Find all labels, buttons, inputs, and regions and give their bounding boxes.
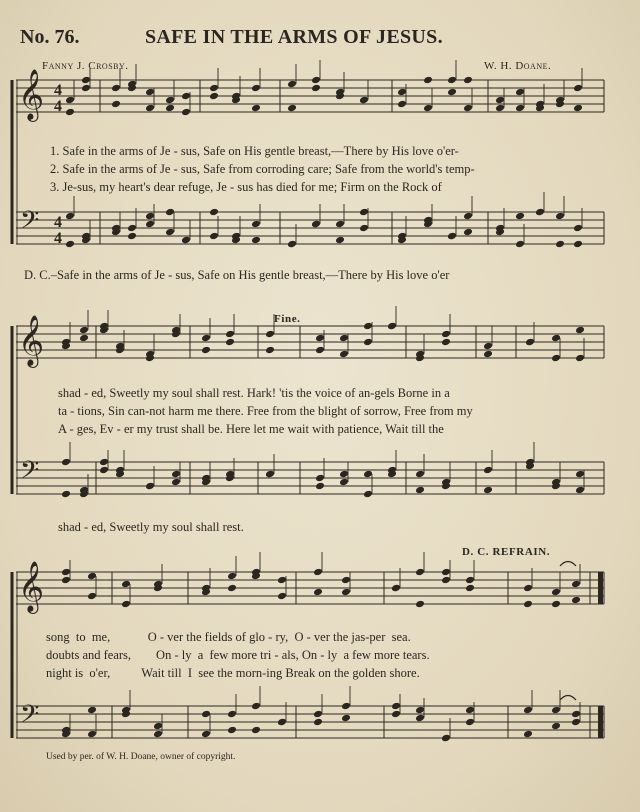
system-3-treble-note <box>277 576 287 585</box>
system-3-bass-note <box>415 706 425 715</box>
system-3-bass-note <box>87 706 97 715</box>
system-2-treble-note <box>79 334 89 343</box>
system-3-treble-note <box>227 584 237 593</box>
system-2-bass-note <box>145 482 155 491</box>
system-1-treble-note <box>181 108 191 117</box>
system-3-bass-note <box>251 702 261 711</box>
system-2-bass-note <box>483 466 493 475</box>
system-1-bass-note <box>209 232 219 241</box>
system-1-bass-note <box>209 208 219 217</box>
system-1-treble-note <box>423 104 433 113</box>
system-2-treble-note <box>225 330 235 339</box>
final-barline <box>598 706 603 738</box>
system-3-treble-note <box>523 600 533 609</box>
system-2-treble-note <box>201 346 211 355</box>
treble-clef-icon: 𝄞 <box>18 68 45 120</box>
system-2-treble-note <box>201 334 211 343</box>
system-1-treble-note <box>573 104 583 113</box>
system-1-treble-note <box>573 84 583 93</box>
system-1-treble-note <box>423 76 433 85</box>
system-3-treble-note <box>227 572 237 581</box>
system-1-treble-note <box>463 104 473 113</box>
system-2-bass-note <box>61 490 71 499</box>
system-3-treble-note <box>341 576 351 585</box>
verse-2-line-3: doubts and fears, On - ly a few more tri - als, On - ly a few more tears. <box>46 648 430 662</box>
system-3-treble-note <box>87 572 97 581</box>
system-1-bass-note <box>335 236 345 245</box>
system-2-bass-note <box>339 478 349 487</box>
system-2-bass-note <box>575 470 585 479</box>
verse-2-line-1: 2. Safe in the arms of Je - sus, Safe from corroding care; Safe from the world's temp- <box>50 162 475 176</box>
system-1-treble-note <box>447 88 457 97</box>
system-1-treble-note <box>165 104 175 113</box>
fermata-icon <box>560 696 576 701</box>
system-2-bass-note <box>265 470 275 479</box>
system-1-bass-note <box>515 212 525 221</box>
final-barline <box>598 572 603 604</box>
system-1-bass-note <box>463 228 473 237</box>
system-1-bass-note <box>463 212 473 221</box>
system-3-bass-note <box>153 730 163 739</box>
system-1-bass-note <box>287 240 297 249</box>
system-1-bass-note <box>555 240 565 249</box>
system-2-treble-note <box>315 346 325 355</box>
treble-clef-icon: 𝄞 <box>18 314 45 366</box>
dc-refrain-marking: D. C. REFRAIN. <box>462 546 551 558</box>
system-2-treble-note <box>265 346 275 355</box>
system-2-treble-note <box>551 334 561 343</box>
system-2-bass-note <box>61 458 71 467</box>
system-3-treble-note <box>551 588 561 597</box>
system-3-bass-note <box>465 706 475 715</box>
copyright-footer: Used by per. of W. H. Doane, owner of copyright. <box>46 752 236 762</box>
system-2-bass-note <box>171 470 181 479</box>
system-1-treble-note <box>515 104 525 113</box>
system-1-treble-note <box>311 84 321 93</box>
system-1-treble-note <box>251 104 261 113</box>
time-signature-denominator: 4 <box>54 98 62 115</box>
system-1-treble-note <box>165 96 175 105</box>
system-1-treble-note <box>495 104 505 113</box>
system-3-bass-note <box>153 722 163 731</box>
system-2-treble-note <box>441 338 451 347</box>
system-3-treble-note <box>465 584 475 593</box>
system-3-treble-note <box>551 600 561 609</box>
system-2-treble-note <box>363 338 373 347</box>
system-1-treble-note <box>145 88 155 97</box>
verse-1-line-1: 1. Safe in the arms of Je - sus, Safe on His gentle breast,—There by His love o'er- <box>50 144 459 158</box>
system-2-treble-note <box>315 334 325 343</box>
system-1-treble-note <box>397 100 407 109</box>
system-3-bass-note <box>227 710 237 719</box>
system-3-bass-note <box>201 730 211 739</box>
system-1-bass-note <box>535 208 545 217</box>
system-3-treble-note <box>121 600 131 609</box>
treble-clef-icon: 𝄞 <box>18 560 45 612</box>
system-1-bass-note <box>555 212 565 221</box>
system-1-bass-note <box>359 208 369 217</box>
time-signature-numerator: 4 <box>54 82 62 99</box>
system-1-bass-note <box>447 232 457 241</box>
system-3-treble-note <box>313 588 323 597</box>
system-2-treble-note <box>575 326 585 335</box>
system-3-treble-note <box>61 568 71 577</box>
time-signature-numerator: 4 <box>54 214 62 231</box>
system-3-bass-note <box>551 706 561 715</box>
system-1-treble-note <box>81 84 91 93</box>
system-1-bass-note <box>311 220 321 229</box>
system-2-bass-note <box>483 486 493 495</box>
system-3-bass-note <box>251 726 261 735</box>
hymn-title: SAFE IN THE ARMS OF JESUS. <box>145 26 443 48</box>
system-3-treble-note <box>441 568 451 577</box>
verse-3-line-2: A - ges, Ev - er my trust shall be. Here let me wait with patience, Wait till the <box>58 422 444 436</box>
system-3-bass-note <box>391 710 401 719</box>
author-credit: Fanny J. Crosby. <box>42 60 129 72</box>
system-2-treble-note <box>525 338 535 347</box>
system-1-bass-note <box>573 240 583 249</box>
system-3-bass-note <box>277 718 287 727</box>
system-2-treble-note <box>441 330 451 339</box>
system-3-treble-note <box>441 576 451 585</box>
system-2-bass-note <box>363 490 373 499</box>
system-1-bass-note <box>251 220 261 229</box>
system-3-treble-note <box>61 576 71 585</box>
system-3-treble-note <box>87 592 97 601</box>
system-1-bass-note <box>65 212 75 221</box>
system-1-bass-note <box>335 220 345 229</box>
system-3-treble-note <box>391 584 401 593</box>
system-3-bass-note <box>313 718 323 727</box>
system-1-treble-note <box>287 104 297 113</box>
system-1-bass-note <box>165 228 175 237</box>
system-2-bass-note <box>315 474 325 483</box>
system-1-treble-note <box>111 84 121 93</box>
hymn-number: No. 76. <box>20 26 80 48</box>
system-1-bass-note <box>515 240 525 249</box>
system-1-treble-note <box>209 84 219 93</box>
system-3-bass-note <box>87 730 97 739</box>
verse-1-line-2: shad - ed, Sweetly my soul shall rest. Hark! 'tis the voice of an-gels Borne in a <box>58 386 450 400</box>
system-1-treble-note <box>181 92 191 101</box>
bass-clef-icon: 𝄢 <box>20 455 40 491</box>
system-1-bass-note <box>127 232 137 241</box>
system-3-bass-note <box>341 702 351 711</box>
system-2-treble-note <box>339 350 349 359</box>
system-2-treble-note <box>575 354 585 363</box>
system-3-treble-note <box>341 588 351 597</box>
system-2-bass-note <box>363 470 373 479</box>
system-1-treble-note <box>495 96 505 105</box>
system-1-treble-note <box>311 76 321 85</box>
system-1-bass-note <box>251 236 261 245</box>
dc-line-2: shad - ed, Sweetly my soul shall rest. <box>58 520 244 534</box>
system-3-bass-note <box>571 710 581 719</box>
system-2-treble-note <box>483 342 493 351</box>
verse-1-line-3: song to me, O - ver the fields of glo - ry, O - ver the jas-per sea. <box>46 630 411 644</box>
system-1-treble-note <box>287 80 297 89</box>
system-1-bass-note <box>145 212 155 221</box>
system-1-treble-note <box>145 104 155 113</box>
system-2-treble-note <box>387 322 397 331</box>
system-1-treble-note <box>81 76 91 85</box>
verse-3-line-3: night is o'er, Wait till I see the morn-ing Break on the golden shore. <box>46 666 420 680</box>
fermata-icon <box>560 562 576 567</box>
system-3-treble-note <box>121 580 131 589</box>
system-2-treble-note <box>225 338 235 347</box>
system-3-bass-note <box>313 710 323 719</box>
system-1-bass-note <box>145 220 155 229</box>
system-3-bass-note <box>341 714 351 723</box>
system-3-bass-note <box>523 706 533 715</box>
system-1-bass-note <box>359 224 369 233</box>
verse-2-line-2: ta - tions, Sin can-not harm me there. Free from the blight of sorrow, Free from my <box>58 404 473 418</box>
system-2-treble-note <box>551 354 561 363</box>
system-2-treble-note <box>79 326 89 335</box>
system-1-treble-note <box>209 92 219 101</box>
system-1-treble-note <box>65 96 75 105</box>
system-1-treble-note <box>65 108 75 117</box>
system-3-bass-note <box>551 722 561 731</box>
system-1-bass-note <box>165 208 175 217</box>
time-signature-denominator: 4 <box>54 230 62 247</box>
system-1-treble-note <box>251 84 261 93</box>
system-2-bass-note <box>99 458 109 467</box>
system-2-bass-note <box>415 486 425 495</box>
system-1-treble-note <box>397 88 407 97</box>
system-3-bass-note <box>441 734 451 743</box>
bass-clef-icon: 𝄢 <box>20 699 40 735</box>
system-1-bass-note <box>181 236 191 245</box>
system-3-bass-note <box>465 718 475 727</box>
system-3-bass-note <box>415 714 425 723</box>
system-1-treble-note <box>447 76 457 85</box>
system-2-bass-note <box>315 482 325 491</box>
system-3-treble-note <box>571 596 581 605</box>
system-1-bass-note <box>65 240 75 249</box>
system-3-bass-note <box>571 718 581 727</box>
system-1-bass-note <box>573 224 583 233</box>
system-2-bass-note <box>339 470 349 479</box>
system-3-treble-note <box>313 568 323 577</box>
system-2-treble-note <box>339 334 349 343</box>
system-2-treble-note <box>363 322 373 331</box>
system-1-treble-note <box>359 96 369 105</box>
system-2-treble-note <box>483 350 493 359</box>
system-3-bass-note <box>391 702 401 711</box>
system-2-treble-note <box>265 330 275 339</box>
system-1-treble-note <box>111 100 121 109</box>
system-1-bass-note <box>127 224 137 233</box>
verse-3-line-1: 3. Je-sus, my heart's dear refuge, Je - sus has died for me; Firm on the Rock of <box>50 180 442 194</box>
system-2-bass-note <box>171 478 181 487</box>
system-3-bass-note <box>523 730 533 739</box>
system-3-treble-note <box>277 592 287 601</box>
system-2-bass-note <box>99 466 109 475</box>
system-3-bass-note <box>227 726 237 735</box>
system-3-treble-note <box>465 576 475 585</box>
system-1-treble-note <box>515 88 525 97</box>
system-1-treble-note <box>463 76 473 85</box>
system-3-treble-note <box>415 568 425 577</box>
dc-line-1: D. C.–Safe in the arms of Je - sus, Safe on His gentle breast,—There by His love o'er <box>24 268 450 282</box>
system-3-bass-note <box>201 710 211 719</box>
system-3-treble-note <box>415 600 425 609</box>
composer-credit: W. H. Doane. <box>484 60 552 72</box>
system-3-treble-note <box>571 580 581 589</box>
system-2-bass-note <box>575 486 585 495</box>
system-2-bass-note <box>415 470 425 479</box>
fine-marking: Fine. <box>274 313 301 325</box>
bass-clef-icon: 𝄢 <box>20 205 40 241</box>
system-3-treble-note <box>523 584 533 593</box>
